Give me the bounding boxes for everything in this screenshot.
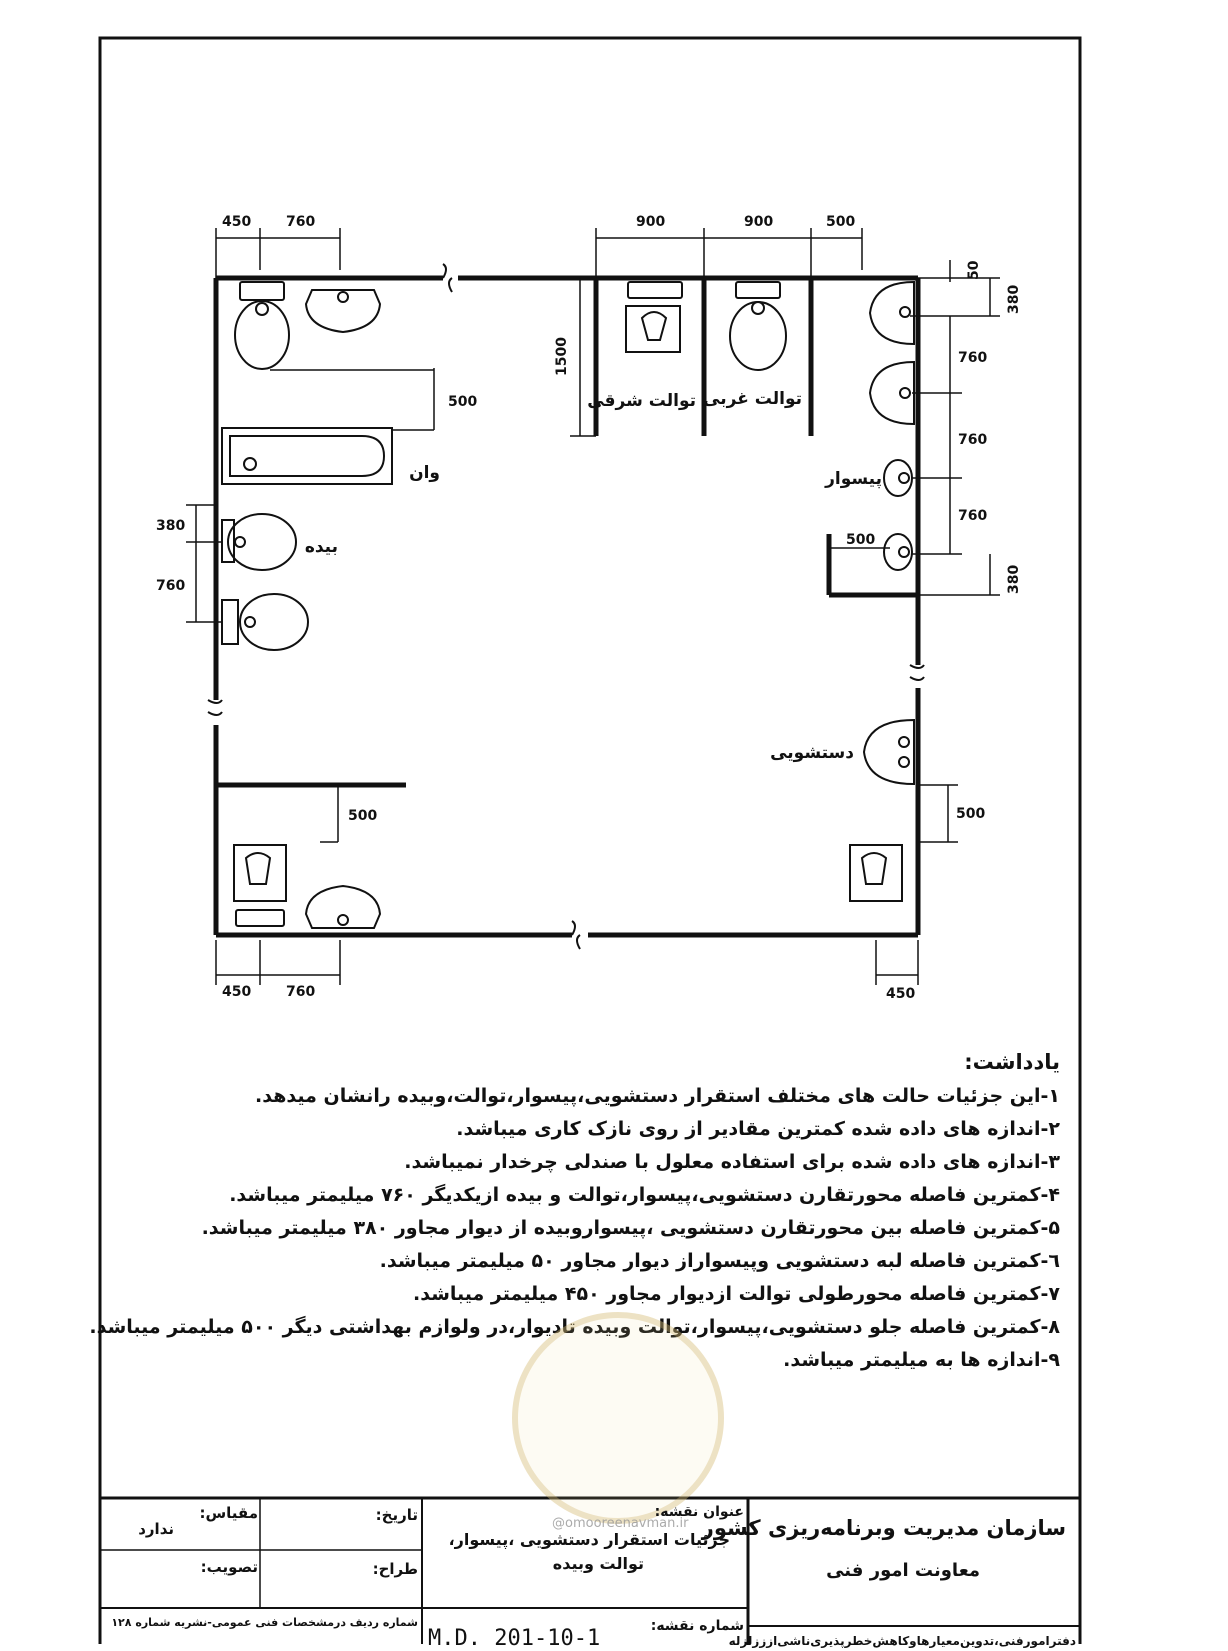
dim-inner-500-bottom: 500 [348,808,378,824]
note-item: ۴-کمترین فاصله محورتقارن دستشویی،پیسوار،توالت و بیده ازیکدیگر ۷۶۰ میلیمتر میباشد. [229,1184,1060,1206]
date-label: تاریخ: [375,1506,418,1524]
scale-label: مقیاس: [199,1504,258,1522]
watermark-handle: @omooreenavman.ir [552,1516,689,1531]
dim-top-760: 760 [286,214,316,230]
sheet-number-label: شماره نقشه: [650,1618,744,1634]
dim-bottom-450-right: 450 [886,986,916,1002]
watermark-seal-icon [512,1312,724,1524]
dim-right-760-a: 760 [958,350,988,366]
org-office: دفترامورفنی،تدوین‌معیارهاوکاهش‌خطرپذیری‌ناشی‌ازززلزله [728,1634,1076,1648]
label-eastern-toilet: توالت شرقی [587,391,696,411]
dim-right-760-b: 760 [958,432,988,448]
toilet-tank-icon [222,600,238,644]
drawing-title-line2: توالت وبیده [552,1554,644,1573]
dim-bottom-760: 760 [286,984,316,1000]
toilet-bowl-icon [240,594,308,650]
dim-1500: 1500 [554,337,570,376]
washbasin-icon [306,290,380,332]
org-deputy: معاونت امور فنی [826,1560,980,1581]
approval-label: تصویب: [200,1558,258,1576]
note-item: ۹-اندازه ها به میلیمتر میباشد. [783,1349,1060,1371]
dim-inner-500-top: 500 [448,394,478,410]
dim-right-500: 500 [956,806,986,822]
floor-plan [156,214,1022,1002]
washbasin-icon [864,720,914,784]
dim-right-380-top: 380 [1006,284,1022,314]
label-bathtub: وان [409,463,440,483]
note-item: ۳-اندازه های داده شده برای استفاده معلول با صندلی چرخدار نمیباشد. [404,1151,1060,1173]
toilet-tank-icon [240,282,284,300]
note-item: ۱-این جزئیات حالت های مختلف استقرار دستشویی،پیسوار،توالت،وبیده رانشان میدهد. [255,1085,1060,1107]
dim-inner-500-right: 500 [846,532,876,548]
label-washbasin: دستشویی [770,743,854,763]
reference-row: شماره ردیف درمشخصات فنی عمومی-نشریه شماره ۱۲۸ [111,1616,418,1629]
eastern-toilet-icon [628,282,682,298]
dim-left-380: 380 [156,518,186,534]
label-bidet: بیده [304,537,338,557]
toilet-bowl-icon [235,301,289,369]
washbasin-icon [870,362,914,424]
note-item: ۵-کمترین فاصله بین محورتقارن دستشویی ،پیسواروبیده از دیوار مجاور ۳۸۰ میلیمتر میباشد. [201,1217,1060,1239]
dim-top-450: 450 [222,214,252,230]
designer-label: طراح: [372,1560,418,1578]
note-item: ٦-کمترین فاصله لبه دستشویی وپیسواراز دیوار مجاور ۵۰ میلیمتر میباشد. [379,1250,1060,1272]
dim-right-50: 50 [966,260,982,280]
dim-top-500: 500 [826,214,856,230]
toilet-tank-icon [736,282,780,298]
note-item: ۲-اندازه های داده شده کمترین مقادیر از روی نازک کاری میباشد. [456,1118,1060,1140]
washbasin-icon [870,282,914,344]
dimension-lines [186,228,1000,985]
dim-right-760-c: 760 [958,508,988,524]
note-item: ۸-کمترین فاصله جلو دستشویی،پیسوار،توالت وبیده تادیوار،در ولوازم بهداشتی دیگر ۵۰۰ میلیمتر میباشد. [89,1316,1060,1338]
label-western-toilet: توالت غربی [703,389,802,409]
notes-heading: یادداشت: [964,1050,1060,1074]
sheet-number: M.D. 201-10-1 [428,1626,601,1651]
scale-value: ندارد [138,1520,174,1538]
label-urinal: پیسوار [825,469,882,489]
washbasin-icon [306,886,380,928]
drawing-title-line1: جزئیات استقرار دستشویی ،پیسوار، [448,1530,730,1549]
dim-left-760: 760 [156,578,186,594]
org-name: سازمان مدیریت وبرنامه‌ریزی کشور [701,1516,1066,1540]
dim-bottom-450: 450 [222,984,252,1000]
drawing-title-label: عنوان نقشه: [654,1504,744,1520]
dim-top-900b: 900 [744,214,774,230]
note-item: ۷-کمترین فاصله محورطولی توالت ازدیوار مجاور ۴۵۰ میلیمتر میباشد. [413,1283,1060,1305]
toilet-bowl-icon [730,302,786,370]
dim-right-380-bottom: 380 [1006,564,1022,594]
dim-top-900a: 900 [636,214,666,230]
